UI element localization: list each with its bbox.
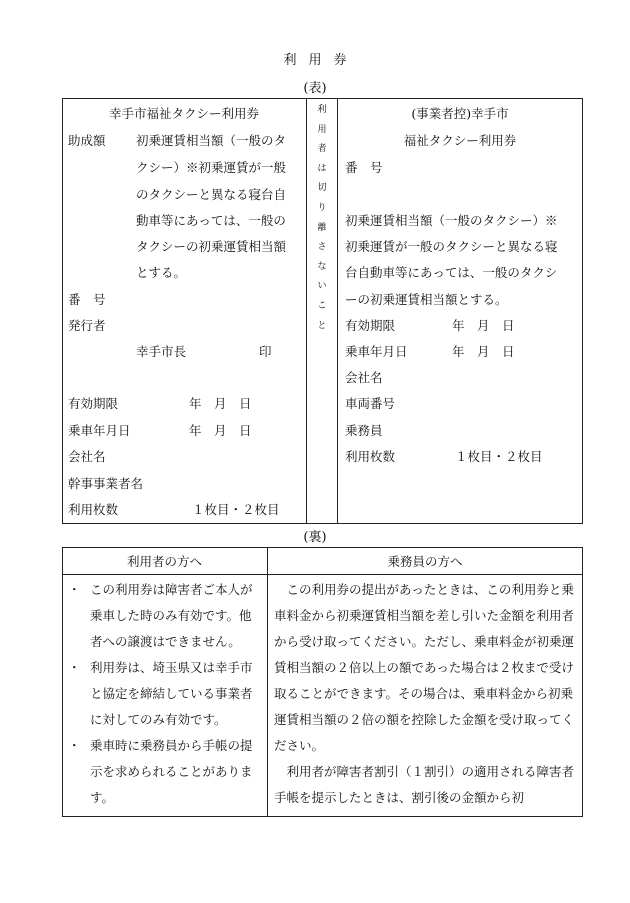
user-notes (68, 577, 262, 811)
subsidy-line: 初乗運賃相当額（一般のタ (136, 133, 287, 148)
user-note-item: ・ 乗車時に乗務員から手帳の提示を求められることがあります。 (68, 733, 262, 811)
vehicle-number-label: 車両番号 (345, 396, 396, 411)
mayor-name: 幸手市長 (136, 344, 187, 359)
crew-note-paragraph: 利用者が障害者割引（１割引）の適用される障害者手帳を提示したときは、割引後の金額から初 (274, 764, 575, 805)
document-title: 利用券 (283, 53, 359, 68)
number-label: 番 号 (345, 160, 383, 175)
issuer-label: 発行者 (68, 318, 106, 333)
subsidy-line: タクシーの初乗運賃相当額 (136, 239, 287, 254)
secretary-company-label: 幹事事業者名 (68, 476, 144, 491)
user-note-item: ・ この利用券は障害者ご本人が乗車した時のみ有効です。他者への譲渡はできません。 (68, 577, 262, 655)
subsidy-line: ーの初乗運賃相当額とする。 (345, 292, 508, 307)
validity-label: 有効期限 (345, 318, 396, 333)
validity-label: 有効期限 (68, 396, 119, 411)
front-label: (表) (303, 81, 327, 96)
front-right-heading-2: 福祉タクシー利用券 (403, 133, 517, 148)
subsidy-line: 動車等にあっては、一般の (136, 213, 286, 228)
back-left-heading: 利用者の方へ (126, 554, 202, 569)
subsidy-line: とする。 (136, 265, 187, 280)
back-right-heading: 乗務員の方へ (387, 554, 463, 569)
subsidy-line: 初乗運賃が一般のタクシーと異なる寝 (345, 239, 558, 254)
count-value: １枚目・２枚目 (455, 449, 543, 464)
perforation-right (337, 98, 338, 524)
validity-date: 年 月 日 (452, 318, 515, 333)
count-value: １枚目・２枚目 (192, 502, 280, 517)
ride-date: 年 月 日 (189, 423, 252, 438)
ride-date: 年 月 日 (452, 344, 515, 359)
back-label: (裏) (303, 530, 327, 545)
front-left-heading: 幸手市福祉タクシー利用券 (108, 106, 259, 121)
seal-mark: 印 (259, 344, 272, 359)
crew-note-paragraph: この利用券の提出があったときは、この利用券と乗車料金から初乗運賃相当額を差し引いた金額を利用者から受け取ってください。ただし、乗車料金が初乗運賃相当額の２倍以上の額であった場合は２枚まで受け取ることができます。その場合は、乗車料金から初乗運賃相当額の２倍の額を控除した金額を受け取ってください。 (274, 582, 575, 753)
count-label: 利用枚数 (68, 502, 119, 517)
number-label: 番 号 (68, 292, 106, 307)
subsidy-line: 初乗運賃相当額（一般のタクシー）※ (345, 213, 558, 228)
subsidy-line: クシー）※初乗運賃が一般 (136, 160, 287, 175)
perforation-left (306, 98, 307, 524)
subsidy-line: 台自動車等にあっては、一般のタクシ (345, 265, 558, 280)
count-label: 利用枚数 (345, 449, 396, 464)
crew-label: 乗務員 (345, 423, 383, 438)
back-header-rule (62, 574, 583, 575)
crew-notes (274, 577, 579, 814)
ride-date-label: 乗車年月日 (345, 344, 408, 359)
validity-date: 年 月 日 (189, 396, 252, 411)
subsidy-label: 助成額 (68, 133, 106, 148)
user-note-item: ・ 利用券は、埼玉県又は幸手市と協定を締結している事業者に対してのみ有効です。 (68, 655, 262, 733)
front-right-heading: (事業者控)幸手市 (411, 106, 509, 121)
ride-date-label: 乗車年月日 (68, 423, 131, 438)
company-label: 会社名 (345, 370, 383, 385)
do-not-detach-note: 利 用 者 は 切 り 離 さ な い こ と (317, 105, 327, 331)
company-label: 会社名 (68, 449, 106, 464)
subsidy-line: のタクシーと異なる寝台自 (136, 187, 287, 202)
back-divider (267, 547, 268, 817)
